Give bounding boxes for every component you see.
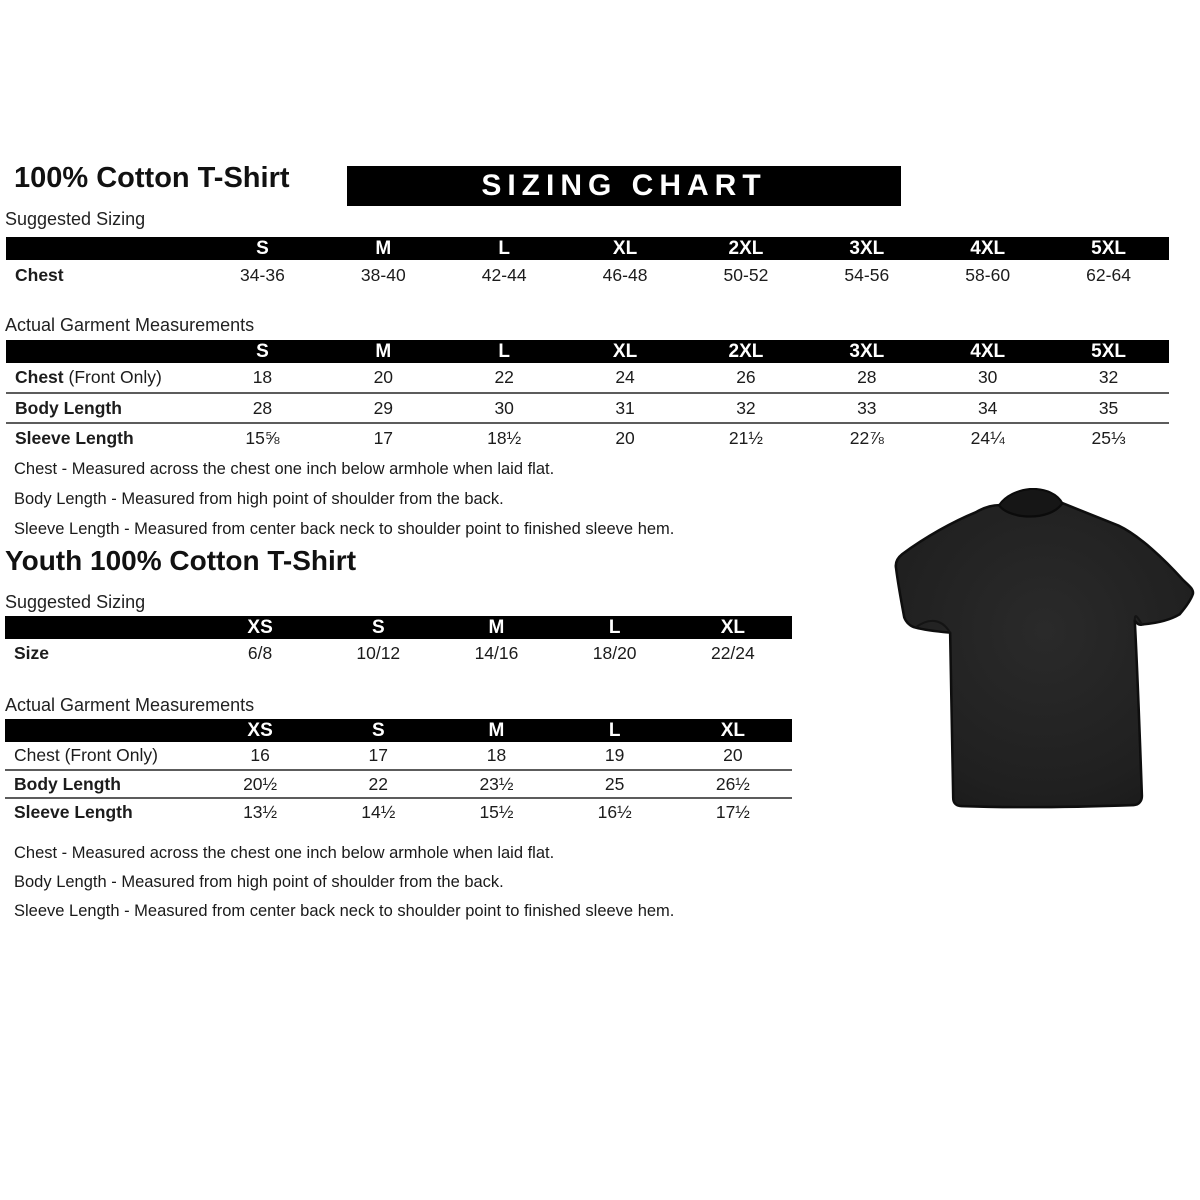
- table-header-row: [6, 340, 1169, 363]
- size-value-cell: 28: [857, 367, 877, 387]
- size-value-cell: 18: [252, 367, 273, 387]
- size-value-cell: 29: [323, 393, 444, 423]
- size-value-cell: 25: [556, 770, 674, 798]
- youth-actual-measurements-label: Actual Garment Measurements: [5, 695, 255, 715]
- size-value-cell: 34-36: [240, 264, 285, 285]
- row-label-column-header: [5, 616, 201, 639]
- size-column-header: 2XL: [686, 340, 807, 363]
- row-label: Sleeve Length: [6, 423, 202, 453]
- size-value-cell: 24¼: [927, 423, 1048, 453]
- size-column-header: 3XL: [806, 340, 927, 363]
- size-value-cell: 32: [1098, 367, 1119, 387]
- row-label: Chest: [15, 264, 64, 285]
- size-column-header: L: [444, 237, 565, 260]
- youth-measurement-notes: [14, 839, 674, 926]
- youth-actual-measurements-table: [5, 719, 792, 826]
- row-label: Body Length: [6, 393, 202, 423]
- size-column-header: S: [319, 616, 437, 639]
- row-label: Sleeve Length: [5, 798, 201, 826]
- size-column-header: S: [202, 340, 323, 363]
- size-value-cell: 26½: [674, 770, 792, 798]
- size-value-cell: 28: [202, 393, 323, 423]
- table-row: [6, 423, 1169, 453]
- table-row: [6, 363, 1169, 393]
- size-column-header: XL: [565, 237, 686, 260]
- adult-actual-measurements-label: Actual Garment Measurements: [5, 315, 255, 335]
- size-value-cell: 17½: [674, 798, 792, 826]
- adult-measurement-notes: [14, 454, 674, 544]
- sizing-chart-banner: [347, 166, 901, 206]
- note-line: Sleeve Length - Measured from center back neck to shoulder point to finished sleeve hem.: [14, 520, 675, 538]
- size-column-header: 5XL: [1048, 340, 1169, 363]
- size-value-cell: 30: [977, 367, 998, 387]
- size-column-header: XL: [565, 340, 686, 363]
- size-column-header: S: [202, 237, 323, 260]
- size-value-cell: 20: [373, 367, 394, 387]
- table-row: [6, 260, 1169, 290]
- size-value-cell: 33: [806, 393, 927, 423]
- note-line: Body Length - Measured from high point of shoulder from the back.: [14, 490, 504, 508]
- youth-suggested-sizing-label: Suggested Sizing: [5, 592, 146, 612]
- size-value-cell: 24: [615, 367, 635, 387]
- size-value-cell: 22: [319, 770, 437, 798]
- adult-actual-measurements-table: [6, 340, 1169, 453]
- size-value-cell: 15⅝: [202, 423, 323, 453]
- size-value-cell: 6/8: [247, 642, 273, 663]
- size-column-header: 3XL: [806, 237, 927, 260]
- size-value-cell: 18/20: [592, 642, 637, 663]
- adult-section-title: 100% Cotton T-Shirt: [14, 162, 290, 194]
- size-value-cell: 58-60: [965, 264, 1011, 285]
- note-line: Chest - Measured across the chest one inch below armhole when laid flat.: [14, 844, 555, 862]
- size-column-header: M: [323, 237, 444, 260]
- table-row: [5, 742, 792, 770]
- sizing-chart-banner-text: SIZING CHART: [481, 169, 767, 202]
- size-value-cell: 23½: [437, 770, 555, 798]
- size-column-header: L: [556, 719, 674, 742]
- note-line: Sleeve Length - Measured from center back neck to shoulder point to finished sleeve hem.: [14, 902, 675, 920]
- size-column-header: XS: [201, 719, 319, 742]
- size-value-cell: 38-40: [360, 264, 406, 285]
- size-value-cell: 26: [736, 367, 756, 387]
- adult-suggested-sizing-table: [6, 237, 1169, 290]
- size-column-header: L: [444, 340, 565, 363]
- size-column-header: XL: [674, 719, 792, 742]
- table-row: [5, 798, 792, 826]
- row-label-column-header: [6, 237, 202, 260]
- size-value-cell: 21½: [686, 423, 807, 453]
- adult-suggested-sizing-label: Suggested Sizing: [5, 209, 146, 229]
- table-header-row: [5, 616, 792, 639]
- size-value-cell: 16½: [556, 798, 674, 826]
- size-column-header: L: [556, 616, 674, 639]
- table-header-row: [5, 719, 792, 742]
- note-line: Body Length - Measured from high point of shoulder from the back.: [14, 873, 504, 891]
- size-column-header: XS: [201, 616, 319, 639]
- row-label-column-header: [5, 719, 201, 742]
- size-value-cell: 17: [368, 745, 389, 765]
- size-column-header: M: [437, 719, 555, 742]
- youth-suggested-sizing-table: [5, 616, 792, 667]
- size-value-cell: 20: [565, 423, 686, 453]
- table-row: [5, 770, 792, 798]
- size-column-header: 4XL: [927, 340, 1048, 363]
- row-label-column-header: [6, 340, 202, 363]
- note-line: Chest - Measured across the chest one inch below armhole when laid flat.: [14, 460, 555, 478]
- tshirt-collar-shape: [999, 489, 1062, 517]
- size-value-cell: 50-52: [723, 264, 769, 285]
- size-value-cell: 42-44: [481, 264, 527, 285]
- row-label: Chest (Front Only): [14, 745, 158, 765]
- tshirt-image: [892, 488, 1198, 812]
- size-value-cell: 22⅞: [806, 423, 927, 453]
- size-value-cell: 14/16: [474, 642, 519, 663]
- size-value-cell: 35: [1048, 393, 1169, 423]
- size-value-cell: 13½: [201, 798, 319, 826]
- size-value-cell: 18½: [444, 423, 565, 453]
- size-value-cell: 14½: [319, 798, 437, 826]
- youth-section-title: Youth 100% Cotton T-Shirt: [5, 545, 357, 576]
- size-column-header: 4XL: [927, 237, 1048, 260]
- size-column-header: 5XL: [1048, 237, 1169, 260]
- tshirt-body-shape: [896, 503, 1193, 807]
- size-value-cell: 22: [494, 367, 514, 387]
- size-value-cell: 54-56: [844, 264, 890, 285]
- size-column-header: S: [319, 719, 437, 742]
- size-value-cell: 15½: [437, 798, 555, 826]
- size-column-header: XL: [674, 616, 792, 639]
- size-value-cell: 30: [444, 393, 565, 423]
- table-header-row: [6, 237, 1169, 260]
- size-value-cell: 10/12: [356, 642, 401, 663]
- size-value-cell: 19: [604, 745, 625, 765]
- size-value-cell: 62-64: [1086, 264, 1131, 285]
- row-label: Size: [14, 642, 50, 663]
- size-column-header: M: [323, 340, 444, 363]
- size-value-cell: 18: [486, 745, 507, 765]
- size-column-header: 2XL: [686, 237, 807, 260]
- size-column-header: M: [437, 616, 555, 639]
- size-value-cell: 46-48: [602, 264, 648, 285]
- table-row: [6, 393, 1169, 423]
- size-value-cell: 17: [323, 423, 444, 453]
- size-value-cell: 20: [723, 745, 743, 765]
- row-label: Body Length: [5, 770, 201, 798]
- table-row: [5, 639, 792, 667]
- size-value-cell: 31: [565, 393, 686, 423]
- size-value-cell: 16: [250, 745, 270, 765]
- row-label: Chest (Front Only): [15, 367, 162, 387]
- size-value-cell: 20½: [201, 770, 319, 798]
- size-value-cell: 22/24: [710, 642, 755, 663]
- size-value-cell: 34: [927, 393, 1048, 423]
- size-value-cell: 32: [686, 393, 807, 423]
- size-value-cell: 25⅓: [1048, 423, 1169, 453]
